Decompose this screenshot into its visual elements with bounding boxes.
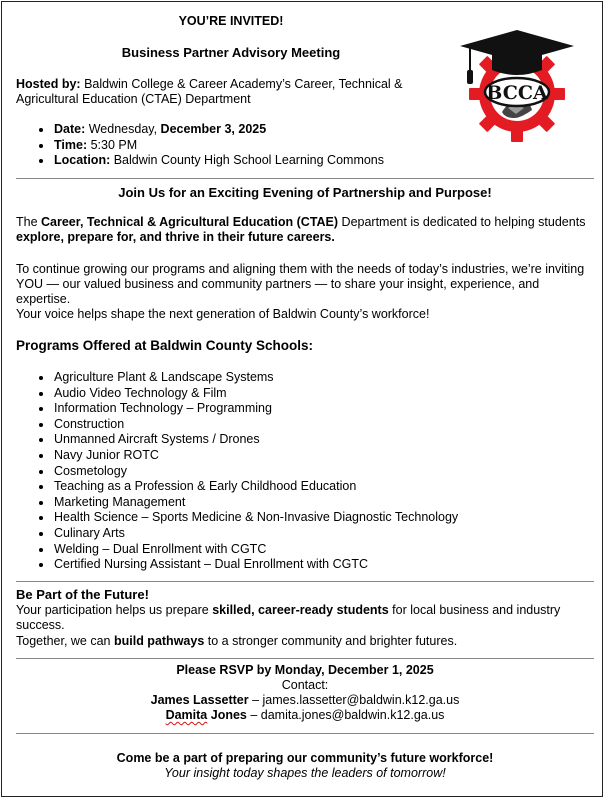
future-text-rest: for local business and industry success. [16,603,561,632]
meeting-title: Business Partner Advisory Meeting [121,45,341,60]
program-item: Marketing Management [40,495,458,511]
future-students: skilled, career-ready students [212,603,389,617]
detail-date [40,122,384,138]
programs-list [40,370,458,573]
flyer-page [1,1,603,797]
future-line-1 [16,603,594,633]
divider [16,178,594,179]
program-item: Navy Junior ROTC [40,448,458,464]
contact-damita [16,708,594,723]
detail-location [40,153,384,169]
divider [16,581,594,582]
program-item: Health Science – Sports Medicine & Non-Invasive Diagnostic Technology [40,510,458,526]
program-item: Certified Nursing Assistant – Dual Enrollment with CGTC [40,557,458,573]
location-value: Baldwin County High School Learning Commons [110,153,385,168]
join-heading: Join Us for an Exciting Evening of Partnership and Purpose! [118,185,492,200]
program-item: Construction [40,417,458,433]
hosted-text: Baldwin College & Career Academy’s Career, Technical & Agricultural Education (CTAE) Department [16,77,403,106]
intro-ctae: Career, Technical & Agricultural Education (CTAE) [41,215,339,229]
hosted-label: Hosted by: [16,77,81,91]
closing-section [16,751,594,781]
closing-tagline: Your insight today shapes the leaders of tomorrow! [164,766,446,780]
contact-last-name: Jones [207,708,247,722]
rsvp-section [16,663,594,723]
time-label: Time: [54,137,88,152]
closing-line: Come be a part of preparing our community’s future workforce! [116,751,494,765]
together-text-rest: to a stronger community and brighter futures. [204,634,458,648]
contact-email[interactable]: – damita.jones@baldwin.k12.ga.us [246,708,445,722]
bcca-logo [458,28,576,144]
program-item: Cosmetology [40,464,458,480]
contact-first-name: Damita [165,708,208,722]
divider [16,733,594,734]
logo-text: BCCA [486,82,548,104]
time-value: 5:30 PM [87,137,138,152]
future-text: Your participation helps us prepare [16,603,213,617]
intro-text: The [16,215,42,229]
future-line-2 [16,634,594,649]
contact-label: Contact: [281,678,329,692]
program-item: Welding – Dual Enrollment with CGTC [40,542,458,558]
date-weekday: Wednesday, [85,122,161,136]
programs-heading: Programs Offered at Baldwin County Schools: [16,338,314,353]
date-value: December 3, 2025 [160,122,267,136]
invite-paragraph [16,262,594,322]
program-item: Teaching as a Profession & Early Childhood Education [40,479,458,495]
bcca-badge [485,78,549,106]
program-item: Audio Video Technology & Film [40,386,458,402]
contact-james [16,693,594,708]
date-label: Date: [54,122,86,136]
contact-name: James Lassetter [150,693,249,707]
program-item: Information Technology – Programming [40,401,458,417]
location-label: Location: [54,153,111,168]
intro-text-rest: Department is dedicated to helping students [338,215,586,229]
detail-time [40,138,384,154]
contact-email[interactable]: – james.lassetter@baldwin.k12.ga.us [248,693,460,707]
intro-paragraph [16,215,594,245]
voice-text: Your voice helps shape the next generation of Baldwin County’s workforce! [16,307,430,321]
together-pathways: build pathways [113,634,205,648]
intro-goal: explore, prepare for, and thrive in their future careers. [16,230,335,244]
event-details [40,122,384,169]
rsvp-line: Please RSVP by Monday, December 1, 2025 [176,663,434,677]
divider [16,658,594,659]
future-paragraph [16,603,594,649]
invited-heading: YOU’RE INVITED! [178,14,284,28]
program-item: Agriculture Plant & Landscape Systems [40,370,458,386]
program-item: Culinary Arts [40,526,458,542]
program-item: Unmanned Aircraft Systems / Drones [40,432,458,448]
hosted-by [16,77,446,107]
together-text: Together, we can [16,634,114,648]
future-heading: Be Part of the Future! [16,587,149,602]
invite-text: To continue growing our programs and aligning them with the needs of today’s industries, we’re inviting YOU — our valued business and community partners — to share your insight, experience, and expertise. [16,262,585,306]
